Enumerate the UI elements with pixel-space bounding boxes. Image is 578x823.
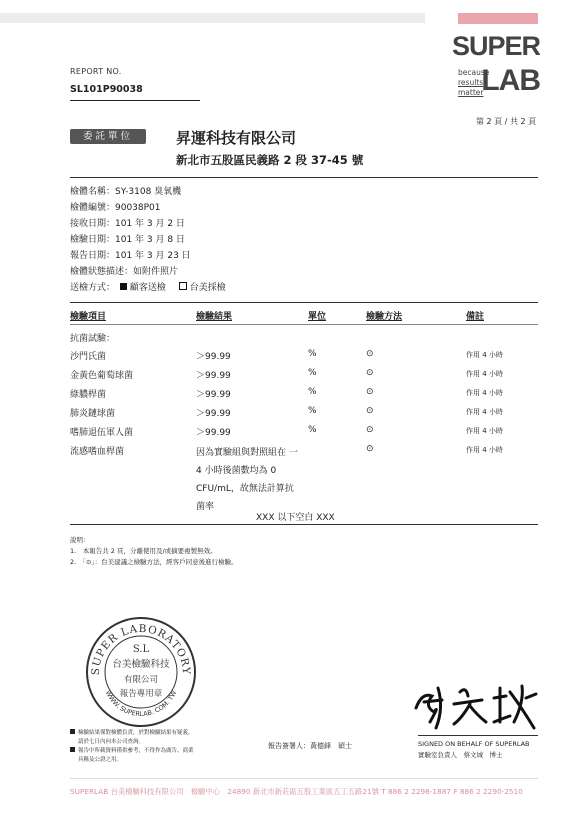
row-result: ＞99.99 [196,409,231,419]
submission-option-customer: 顧客送檢 [129,283,166,293]
disclaimer-line: 報告中所載資料僅供參考，不得作為廣告、商業 [70,747,194,756]
test-date: 檢驗日期：101 年 3 月 8 日 [70,235,185,245]
laboratory-seal [85,616,197,728]
report-date: 報告日期：101 年 3 月 23 日 [70,251,191,261]
checkbox-empty-icon [179,282,187,290]
row-item: 沙門氏菌 [70,352,107,362]
row-unit: % [308,406,317,416]
row-method: ⊙ [366,368,374,378]
report-no-rule [70,100,200,101]
header-item: 檢驗項目 [70,312,107,322]
row-remark: 作用 4 小時 [466,370,503,378]
result-line: CFU/mL，故無法計算抗 [196,484,294,494]
row-result: ＞99.99 [196,371,231,381]
divider-top [70,177,538,178]
signature-line [418,735,538,736]
logo-accent-bar [458,13,538,24]
seal-center-3: 有限公司 [123,675,159,685]
report-no: SL101P90038 [70,84,143,95]
disclaimer-line: 請於七日內向本公司查詢。 [78,739,145,745]
page-indicator: 第 2 頁 / 共 2 頁 [476,117,537,126]
result-line: 菌率 [196,502,215,512]
received-date: 接收日期：101 年 3 月 2 日 [70,219,185,229]
result-line: 4 小時後菌數均為 0 [196,466,277,476]
superlab-logo [451,30,540,104]
seal-ring-top: SUPER LABORATORY [89,622,193,676]
row-result: ＞99.99 [196,428,231,438]
client-name: 昇運科技有限公司 [176,129,297,147]
checkbox-checked-icon [120,283,127,290]
row-remark: 作用 4 小時 [466,351,503,359]
section-title: 抗菌試驗： [70,334,116,344]
footer-rule [70,778,538,779]
disclaimer-line: 檢驗結果僅對檢體負責，於對檢驗結果有疑義， [70,729,194,738]
handwritten-signature [410,678,540,734]
bullet-icon [70,729,75,734]
seal-center-1: S.L [132,644,150,655]
header-remark: 備註 [466,312,485,322]
note-item: 1. 本報告共 2 頁，分離使用及/或摘要複製無效。 [70,547,217,555]
row-result-note [196,444,298,516]
row-item: 肺炎鏈球菌 [70,409,116,419]
signature-caption-en: SIGNED ON BEHALF OF SUPERLAB [418,740,530,748]
table-bottom-rule [70,524,538,525]
logo-tag-2: results [458,78,484,87]
row-item: 流感嗜血桿菌 [70,447,125,457]
row-unit: % [308,425,317,435]
row-method: ⊙ [366,387,374,397]
logo-tag-1: because [458,68,490,77]
row-unit: % [308,349,317,359]
row-unit: % [308,387,317,397]
table-header-rule [70,324,538,325]
header-unit: 單位 [308,312,327,322]
row-method: ⊙ [366,425,374,435]
signature-caption-zh: 實驗室負責人 蔡文城 博士 [418,751,503,759]
row-remark: 作用 4 小時 [466,389,503,397]
disclaimer-line: 具稱及公證之用。 [78,757,123,763]
header-result: 檢驗結果 [196,312,233,322]
seal-ring-bottom: WWW. SUPERLAB. COM. TW [103,689,179,719]
notes-title: 說明： [70,536,90,544]
header-method: 檢驗方法 [366,312,403,322]
row-item: 金黃色葡萄球菌 [70,371,134,381]
table-top-rule [70,302,538,303]
submission-label: 送檢方式： [70,283,116,293]
seal-center-4: 報告專用章 [119,689,163,699]
row-method: ⊙ [366,349,374,359]
bullet-icon [70,747,75,752]
end-of-table-mark: XXX 以下空白 XXX [256,513,335,523]
header-bar [0,13,425,23]
submission-method [70,280,226,293]
report-signer: 報告簽署人：黃德鋒 碩士 [268,742,352,750]
note-item: 2. 「⊙」：台美建議之檢驗方法，經客戶同意後進行檢驗。 [70,558,238,566]
row-remark: 作用 4 小時 [466,408,503,416]
report-no-label: REPORT NO. [70,67,122,76]
row-remark: 作用 4 小時 [466,446,503,454]
submission-option-sampling: 台美採檢 [189,283,226,293]
disclaimer-block [70,729,194,765]
logo-word-super: SUPER [451,31,540,61]
row-remark: 作用 4 小時 [466,427,503,435]
client-badge: 委託單位 [70,129,146,144]
result-line: 因為實驗組與對照組在 一 [196,448,298,458]
row-method: ⊙ [366,444,374,454]
client-address: 新北市五股區民義路 2 段 37-45 號 [176,153,364,167]
row-result: ＞99.99 [196,352,231,362]
row-item: 嗜肺退伍軍人菌 [70,428,134,438]
seal-center-2: 台美檢驗科技 [112,659,170,670]
row-method: ⊙ [366,406,374,416]
logo-word-lab: LAB [481,64,540,97]
row-result: ＞99.99 [196,390,231,400]
row-unit: % [308,368,317,378]
sample-number: 檢體編號：90038P01 [70,203,161,213]
logo-tagline [458,68,489,98]
sample-name: 檢體名稱：SY-3108 臭氧機 [70,187,182,197]
sample-status: 檢體狀態描述：如附件照片 [70,267,179,277]
footer-text: SUPERLAB 台美檢驗科技有限公司 檢驗中心 24890 新北市新莊區五股工業區五工五路21號 T 886 2 2298-1887 F 886 2 2290-2510 [70,787,523,796]
row-item: 綠膿桿菌 [70,390,107,400]
logo-tag-3: matter [458,88,484,97]
